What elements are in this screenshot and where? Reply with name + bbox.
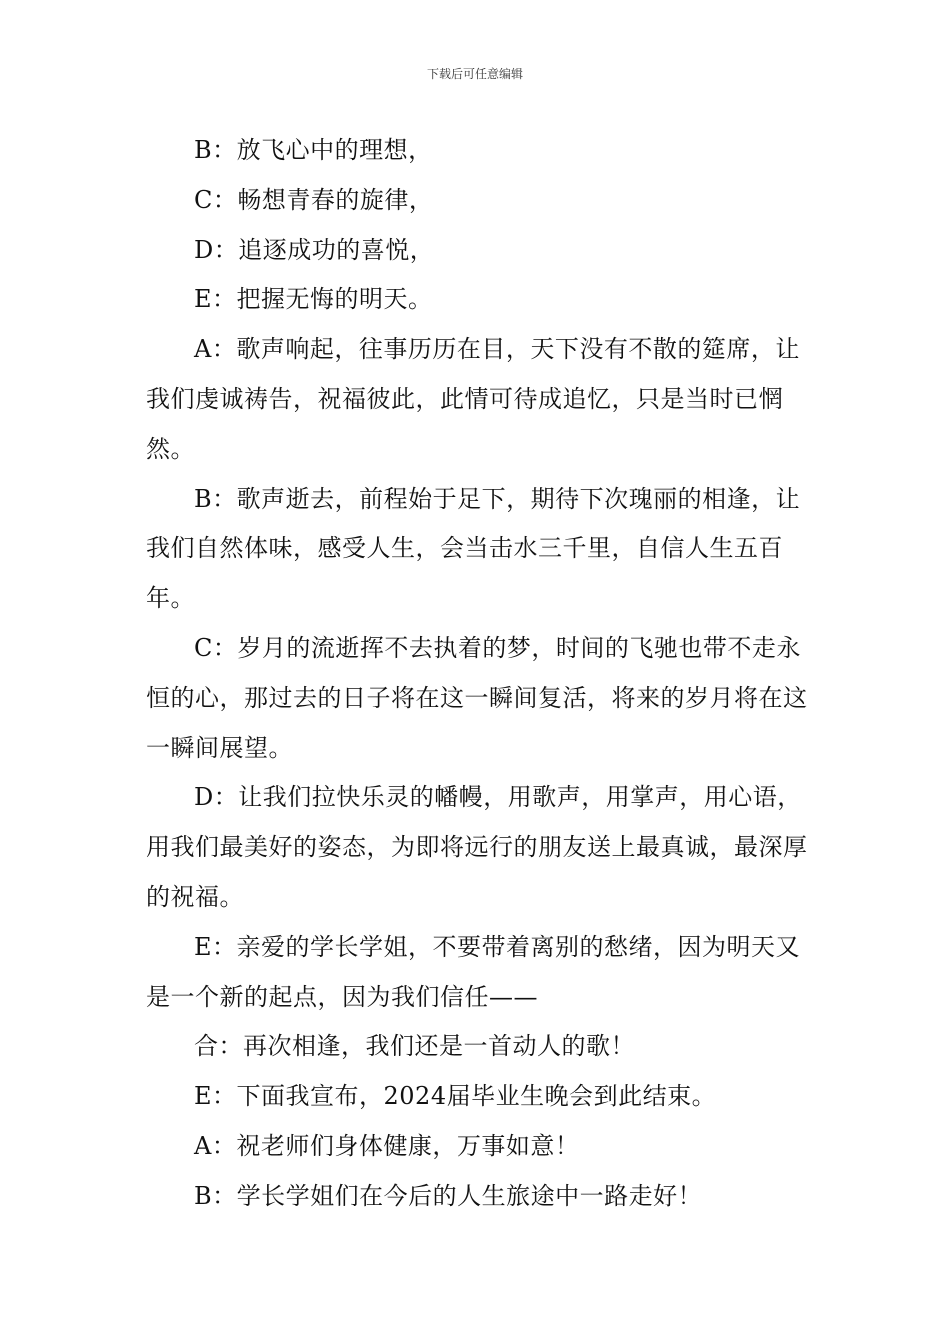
paragraph: C：畅想青春的旋律， — [194, 185, 434, 214]
paragraph: 合：再次相逢，我们还是一首动人的歌！ — [194, 1032, 635, 1061]
paragraph: B：学长学姐们在今后的人生旅途中一路走好！ — [194, 1181, 703, 1210]
paragraph: B：歌声逝去，前程始于足下，期待下次瑰丽的相逢，让我们自然体味，感受人生，会当击水三千里，自信人生五百年。 — [146, 484, 801, 613]
paragraph: A：歌声响起，往事历历在目，天下没有不散的筵席，让我们虔诚祷告，祝福彼此，此情可待成追忆，只是当时已惘然。 — [146, 335, 800, 463]
document-body — [146, 126, 821, 1222]
paragraph: B：放飞心中的理想， — [194, 136, 433, 164]
paragraph: E：下面我宣布，2024届毕业生晚会到此结束。 — [194, 1082, 717, 1111]
paragraph: A：祝老师们身体健康，万事如意！ — [194, 1131, 580, 1160]
page-header: 下载后可任意编辑 — [426, 67, 523, 81]
paragraph: E：亲爱的学长学姐，不要带着离别的愁绪，因为明天又是一个新的起点，因为我们信任—— — [146, 932, 801, 1011]
paragraph: D：让我们拉快乐灵的幡幔，用歌声，用掌声，用心语，用我们最美好的姿态，为即将远行的朋友送上最真诚，最深厚的祝福。 — [146, 783, 808, 911]
paragraph: C：岁月的流逝挥不去执着的梦，时间的飞驰也带不走永恒的心，那过去的日子将在这一瞬间复活，将来的岁月将在这一瞬间展望。 — [146, 633, 808, 762]
paragraph: D：追逐成功的喜悦， — [194, 235, 435, 264]
paragraph: E：把握无悔的明天。 — [194, 285, 433, 314]
